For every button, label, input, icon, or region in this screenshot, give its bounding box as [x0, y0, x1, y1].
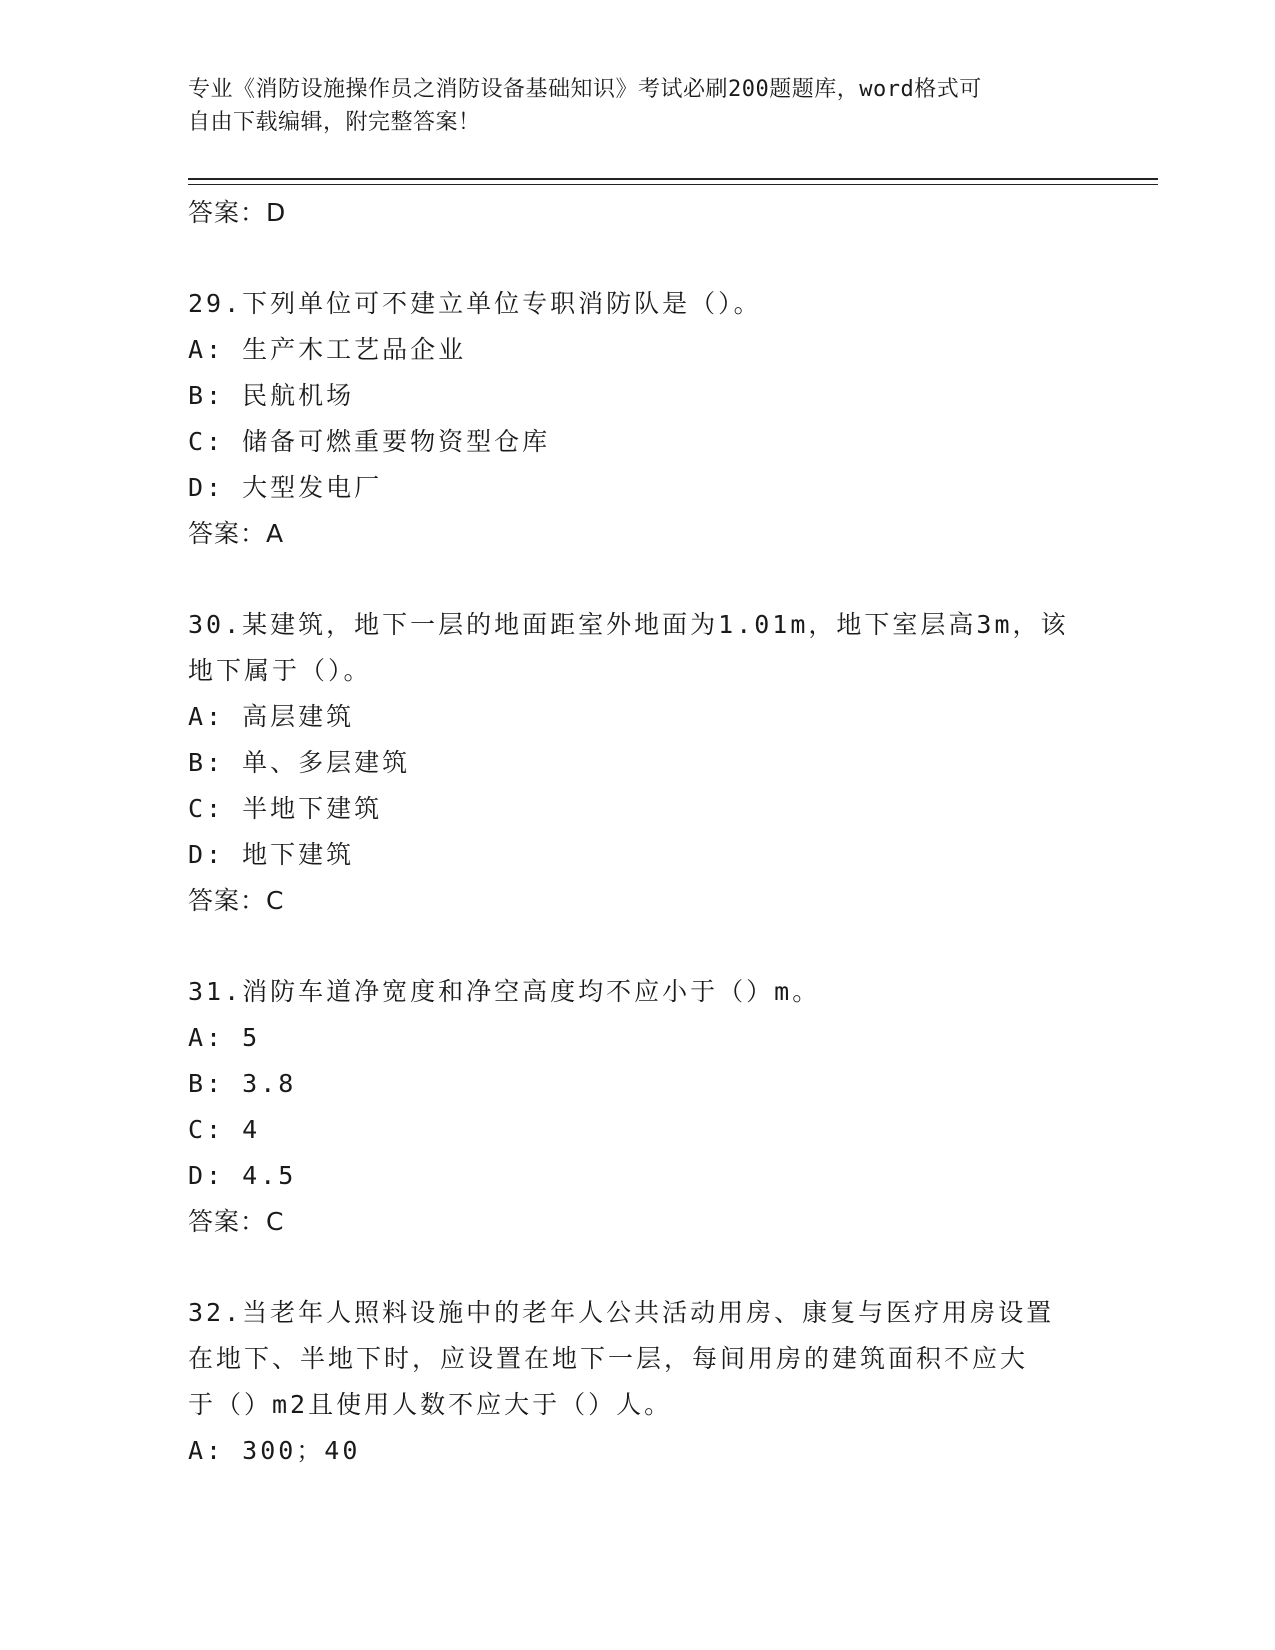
question-stem: 31.消防车道净宽度和净空高度均不应小于（）m。 [188, 977, 821, 1006]
spacer [188, 557, 1088, 602]
option-d: D: 地下建筑 [188, 840, 355, 869]
option-a: A: 高层建筑 [188, 702, 355, 731]
header-line-1: 专业《消防设施操作员之消防设备基础知识》考试必刷200题题库，word格式可 [188, 77, 982, 102]
question-block [188, 969, 1088, 1245]
option-b: B: 单、多层建筑 [188, 748, 411, 777]
option-a: A: 300；40 [188, 1436, 361, 1465]
answer-line: 答案：C [188, 1207, 285, 1236]
question-list [188, 190, 1088, 1474]
question-stem: 29.下列单位可不建立单位专职消防队是（）。 [188, 289, 762, 318]
option-a: A: 5 [188, 1023, 261, 1052]
question-block [188, 602, 1088, 924]
page-header [188, 73, 1068, 139]
option-d: D: 大型发电厂 [188, 473, 383, 502]
header-divider [188, 178, 1158, 180]
option-c: C: 4 [188, 1115, 261, 1144]
header-line-2: 自由下载编辑，附完整答案！ [188, 110, 481, 135]
question-stem-continued: 地下属于（）。 [188, 656, 372, 685]
option-c: C: 储备可燃重要物资型仓库 [188, 427, 551, 456]
question-stem-continued: 于（）m2且使用人数不应大于（）人。 [188, 1390, 673, 1419]
option-b: B: 民航机场 [188, 381, 355, 410]
question-stem: 30.某建筑，地下一层的地面距室外地面为1.01m，地下室层高3m，该 [188, 610, 1069, 639]
option-a: A: 生产木工艺品企业 [188, 335, 467, 364]
option-d: D: 4.5 [188, 1161, 297, 1190]
question-block [188, 281, 1088, 557]
header-divider-thin [188, 184, 1158, 185]
option-c: C: 半地下建筑 [188, 794, 383, 823]
spacer [188, 236, 1088, 281]
question-block [188, 1290, 1088, 1474]
option-b: B: 3.8 [188, 1069, 297, 1098]
answer-line: 答案：A [188, 519, 285, 548]
spacer [188, 1245, 1088, 1290]
question-stem-continued: 在地下、半地下时，应设置在地下一层，每间用房的建筑面积不应大 [188, 1344, 1029, 1373]
question-stem: 32.当老年人照料设施中的老年人公共活动用房、康复与医疗用房设置 [188, 1298, 1055, 1327]
answer-line: 答案：C [188, 886, 285, 915]
answer-line: 答案：D [188, 198, 287, 227]
spacer [188, 924, 1088, 969]
